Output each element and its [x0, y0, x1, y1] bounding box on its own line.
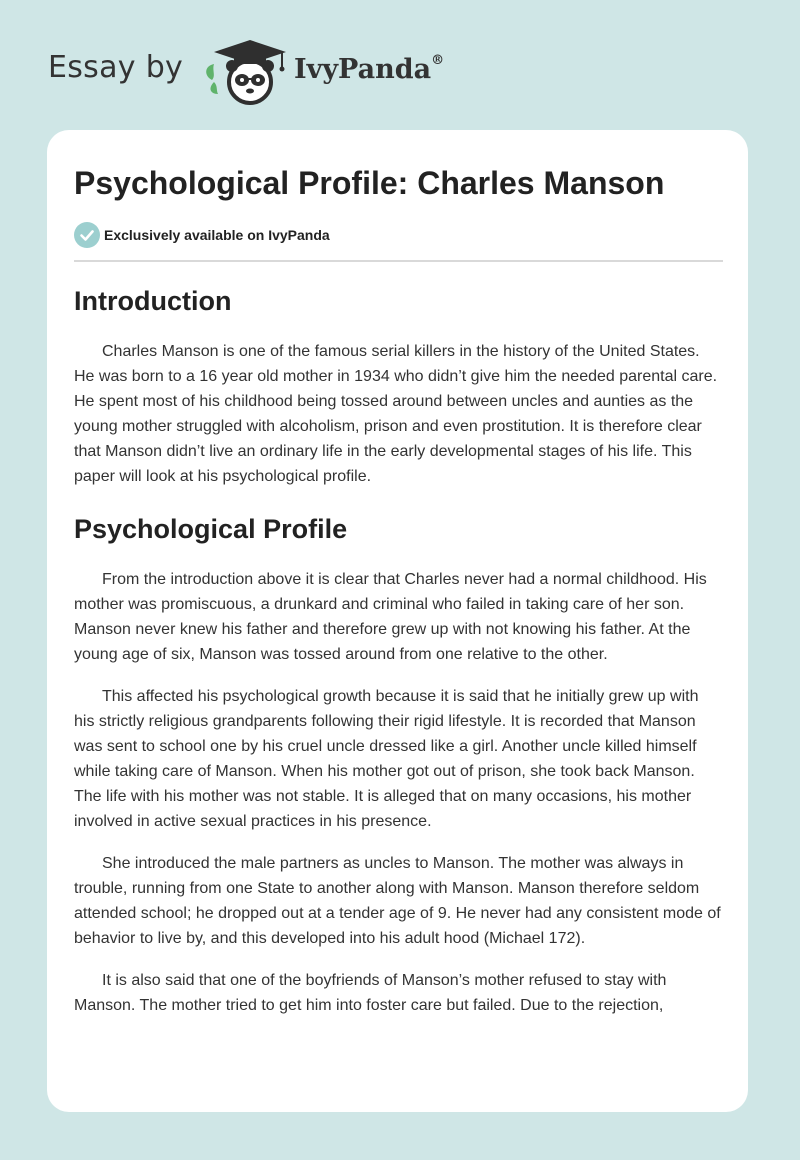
- paragraph: She introduced the male partners as uncles to Manson. The mother was always in trouble, running from one State to another along with Manson. Manson therefore seldom attended school; he dropped out at a tender age of 9. He never had any consistent mode of behavior to live by, and this developed into his adult hood (Michael 172).: [74, 855, 721, 947]
- essay-card: [47, 130, 748, 1112]
- section-heading-introduction: Introduction: [74, 286, 232, 316]
- brand-prefix: Essay by: [48, 50, 184, 85]
- paragraph: From the introduction above it is clear that Charles never had a normal childhood. His mother was promiscuous, a drunkard and criminal who failed in taking care of her son. Manson never knew his father and therefore grew up with not knowing his father. At the young age of six, Manson was tossed around from one relative to the other.: [74, 571, 707, 663]
- brand-name: [294, 54, 444, 85]
- brand-name-text: IvyPanda: [294, 54, 432, 85]
- section-heading-psychological-profile: Psychological Profile: [74, 514, 348, 544]
- paragraph: Charles Manson is one of the famous serial killers in the history of the United States. He was born to a 16 year old mother in 1934 who didn’t give him the needed parental care. He spent most of his childhood being tossed around between uncles and aunties as the young mother struggled with alcoholism, prison and even prostitution. It is therefore clear that Manson didn’t live an ordinary life in the early developmental stages of his life. This paper will look at his psychological profile.: [74, 343, 718, 485]
- check-icon: [74, 222, 100, 248]
- registered-mark: ®: [431, 53, 445, 68]
- essay-content: [74, 283, 723, 1018]
- page-title: Psychological Profile: Charles Manson: [74, 165, 665, 201]
- badge-text: Exclusively available on IvyPanda: [104, 227, 330, 243]
- divider: [74, 260, 723, 262]
- graduation-cap-panda-icon: [200, 36, 296, 106]
- brand-header: [48, 36, 468, 106]
- paragraph: This affected his psychological growth because it is said that he initially grew up with his strictly religious grandparents following their rigid lifestyle. It is recorded that Manson was sent to school one by his cruel uncle dressed like a girl. Another uncle killed himself while taking care of Manson. When his mother got out of prison, she took back Manson. The life with his mother was not stable. It is alleged that on many occasions, his mother involved in active sexual practices in his presence.: [74, 688, 699, 830]
- paragraph: It is also said that one of the boyfriends of Manson’s mother refused to stay with Manson. The mother tried to get him into foster care but failed. Due to the rejection,: [74, 972, 667, 1014]
